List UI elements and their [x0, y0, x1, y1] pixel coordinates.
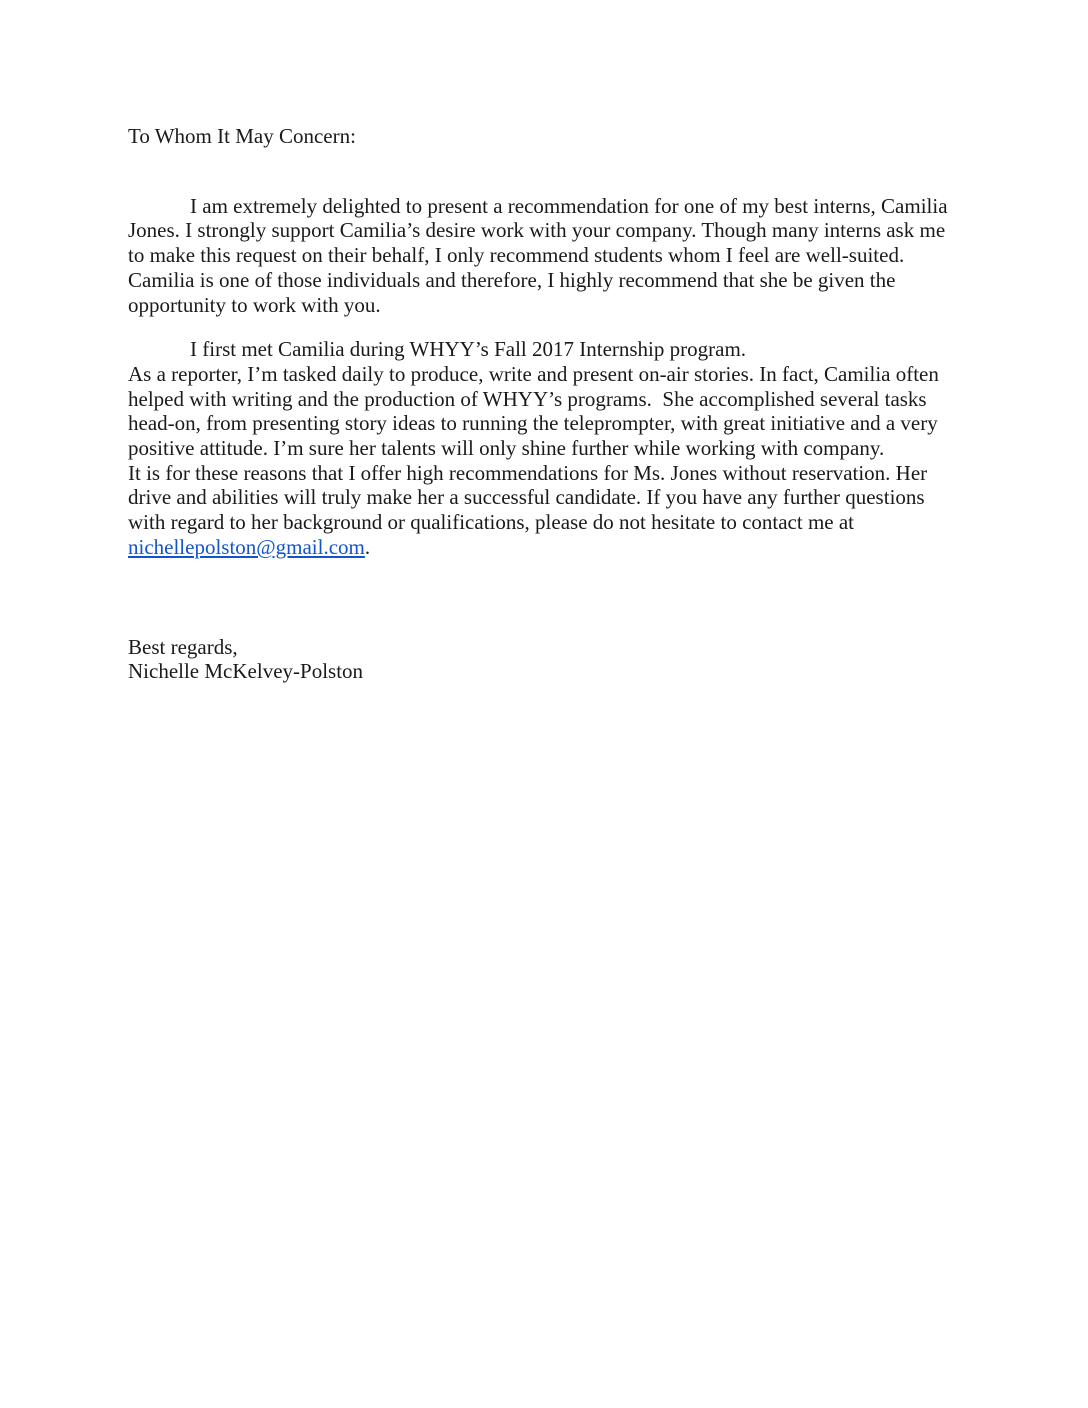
paragraph-body	[128, 337, 962, 559]
closing-block	[128, 635, 962, 684]
email-link[interactable]: nichellepolston@gmail.com	[128, 534, 365, 559]
signature-name: Nichelle McKelvey-Polston	[128, 659, 364, 684]
paragraph-intro	[128, 194, 962, 318]
paragraph-body-text: As a reporter, I’m tasked daily to produce, write and present on-air stories. In fact, Camilia often helped with writing and the production of WHYY’s programs. She accomplished several tasks head-on, from presenting story ideas to running the teleprompter, with great initiative and a very positive attitude. I’m sure her talents will only shine further while working with company.	[128, 361, 945, 461]
paragraph-body-line1: I first met Camilia during WHYY’s Fall 2017 Internship program.	[190, 337, 747, 362]
closing-phrase: Best regards,	[128, 634, 238, 659]
salutation: To Whom It May Concern:	[128, 124, 356, 148]
paragraph-body-closing-text: It is for these reasons that I offer high recommendations for Ms. Jones without reservation. Her drive and abilities will truly make her a successful candidate. If you have any further questions with regard to her background or qualifications, please do not hesitate to contact me at	[128, 460, 933, 535]
paragraph-intro-text: I am extremely delighted to present a recommendation for one of my best interns, Camilia Jones. I strongly support Camilia’s desire work with your company. Though many interns ask me to make this request on their behalf, I only recommend students whom I feel are well-suited. Camilia is one of those individuals and therefore, I highly recommend that she be given the opportunity to work with you.	[128, 193, 953, 317]
sentence-period: .	[364, 534, 371, 559]
